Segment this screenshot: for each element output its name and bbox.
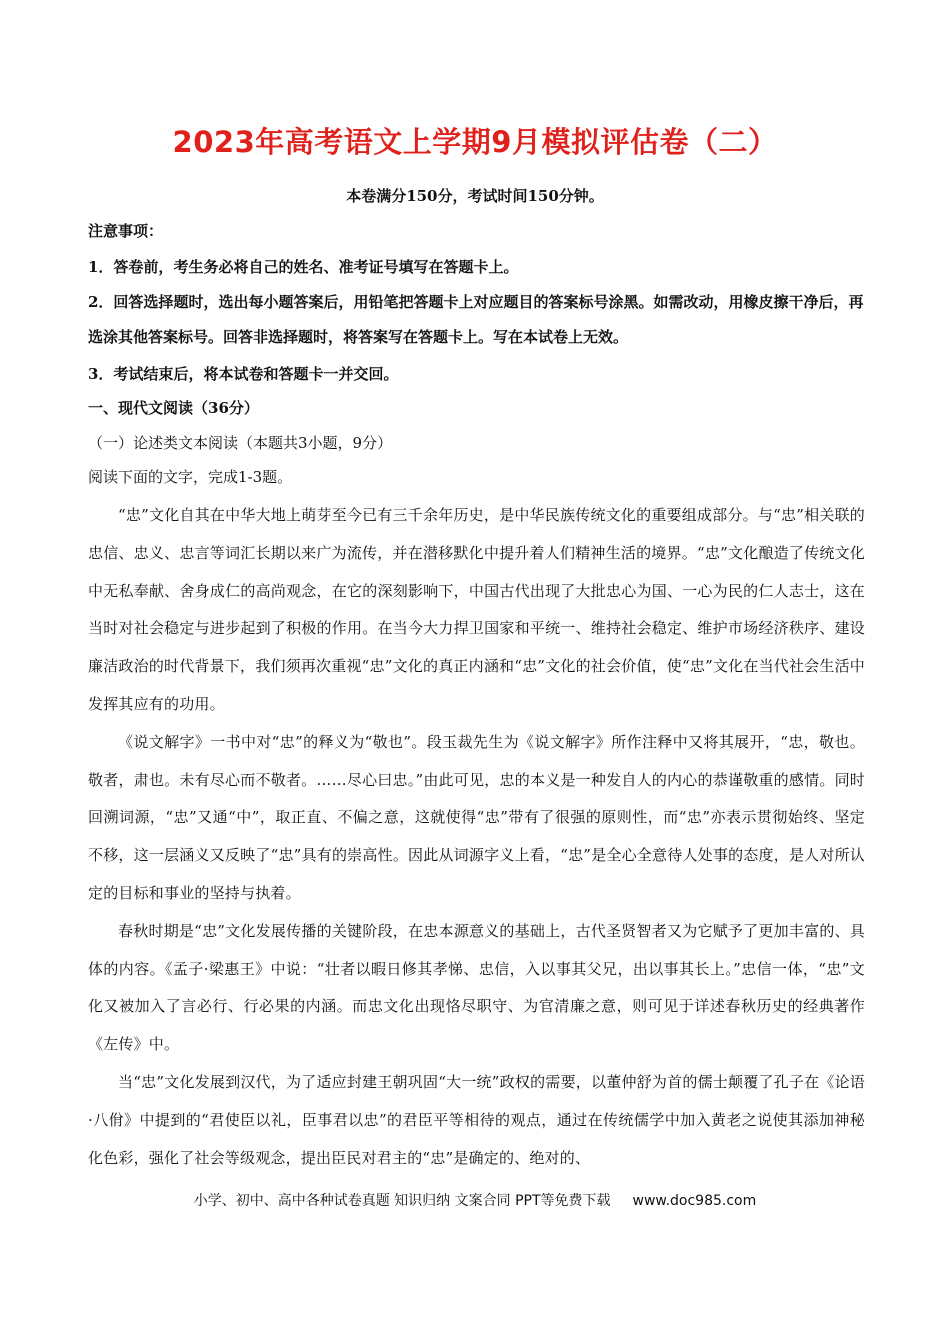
passage-paragraph: 《说文解字》一书中对“忠”的释义为“敬也”。段玉裁先生为《说文解字》所作注释中又将其展开，“忠，敬也。敬者，肃也。未有尽心而不敬者。……尽心曰忠。”由此可见，忠的本义是一种发自人的内心的恭谨敬重的感情。同时回溯词源，“忠”又通“中”，取正直、不偏之意，这就使得“忠”带有了很强的原则性，而“忠”亦表示贯彻始终、坚定不移，这一层涵义又反映了“忠”具有的崇高性。因此从词源字义上看，“忠”是全心全意待人处事的态度，是人对所认定的目标和事业的坚持与执着。 [88,732,865,902]
section-subheading: （一）论述类文本阅读（本题共3小题，9分） [88,434,393,452]
section-heading: 一、现代文阅读（36分） [88,399,259,417]
passage-paragraph: 当“忠”文化发展到汉代，为了适应封建王朝巩固“大一统”政权的需要，以董仲舒为首的儒士颠覆了孔子在《论语·八佾》中提到的“君使臣以礼，臣事君以忠”的君臣平等相待的观点，通过在传统儒学中加入黄老之说使其添加神秘化色彩，强化了社会等级观念，提出臣民对君主的“忠”是确定的、绝对的、 [88,1072,865,1167]
exam-subtitle: 本卷满分150分，考试时间150分钟。 [346,187,604,205]
notice-heading: 注意事项： [88,222,164,240]
notice-item-1: 1．答卷前，考生务必将自己的姓名、准考证号填写在答题卡上。 [88,258,519,276]
passage-paragraph: 春秋时期是“忠”文化发展传播的关键阶段，在忠本源意义的基础上，古代圣贤智者又为它赋予了更加丰富的、具体的内容。《孟子·梁惠王》中说：“壮者以暇日修其孝悌、忠信，入以事其父兄，出以事其长上。”忠信一体，“忠”文化又被加入了言必行、行必果的内涵。而忠文化出现恪尽职守、为官清廉之意，则可见于详述春秋历史的经典著作《左传》中。 [88,921,865,1054]
footer-text: 小学、初中、高中各种试卷真题 知识归纳 文案合同 PPT等免费下载 [193,1193,611,1209]
notice-item-3: 3．考试结束后，将本试卷和答题卡一并交回。 [88,365,399,383]
passage-paragraph: “忠”文化自其在中华大地上萌芽至今已有三千余年历史，是中华民族传统文化的重要组成部分。与“忠”相关联的忠信、忠义、忠言等词汇长期以来广为流传，并在潜移默化中提升着人们精神生活的境界。“忠”文化酿造了传统文化中无私奉献、舍身成仁的高尚观念，在它的深刻影响下，中国古代出现了大批忠心为国、一心为民的仁人志士，这在当时对社会稳定与进步起到了积极的作用。在当今大力捍卫国家和平统一、维持社会稳定、维护市场经济秩序、建设廉洁政治的时代背景下，我们须再次重视“忠”文化的真正内涵和“忠”文化的社会价值，使“忠”文化在当代社会生活中发挥其应有的功用。 [88,506,865,713]
page-footer [0,1190,950,1210]
section-instruction: 阅读下面的文字，完成1-3题。 [88,468,293,486]
exam-title: 2023年高考语文上学期9月模拟评估卷（二） [172,125,778,159]
footer-site-link[interactable]: www.doc985.com [632,1193,757,1209]
notice-item-2: 2．回答选择题时，选出每小题答案后，用铅笔把答题卡上对应题目的答案标号涂黑。如需改动，用橡皮擦干净后，再选涂其他答案标号。回答非选择题时，将答案写在答题卡上。写在本试卷上无效。 [88,293,864,346]
reading-passage [88,497,865,1177]
